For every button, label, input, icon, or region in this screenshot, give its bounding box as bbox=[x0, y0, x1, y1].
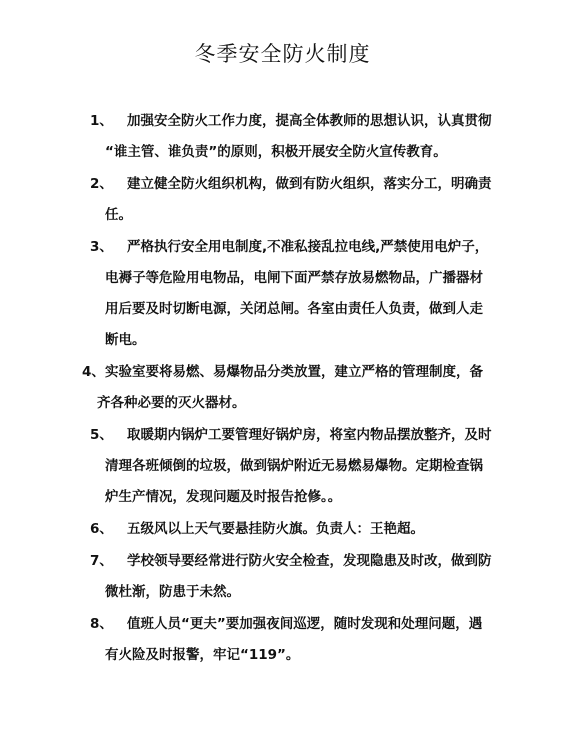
document-title: 冬季安全防火制度 bbox=[194, 42, 371, 66]
item-8-number: 8、 bbox=[90, 616, 113, 632]
item-3-number: 3、 bbox=[90, 239, 113, 255]
item-5-line-2: 清理各班倾倒的垃圾，做到锅炉附近无易燃易爆物。定期检查锅 bbox=[105, 458, 483, 474]
item-1-line-1: 加强安全防火工作力度，提高全体教师的思想认识，认真贯彻 bbox=[127, 113, 492, 129]
item-2-line-1: 建立健全防火组织机构，做到有防火组织，落实分工，明确责 bbox=[127, 176, 492, 192]
item-6-line-1: 五级风以上天气要悬挂防火旗。负责人：王艳超。 bbox=[127, 521, 424, 537]
item-1-line-2: “谁主管、谁负责”的原则，积极开展安全防火宣传教育。 bbox=[105, 144, 447, 160]
item-8-line-1: 值班人员“更夫”要加强夜间巡逻，随时发现和处理问题，遇 bbox=[127, 616, 483, 632]
item-3-line-1: 严格执行安全用电制度,不准私接乱拉电线,严禁使用电炉子， bbox=[127, 239, 489, 255]
item-3-line-3: 用后要及时切断电源，关闭总闸。各室由责任人负责，做到人走 bbox=[105, 301, 483, 317]
item-4-line-1: 实验室要将易燃、易爆物品分类放置，建立严格的管理制度，备 bbox=[105, 364, 483, 380]
item-7-number: 7、 bbox=[90, 553, 113, 569]
item-7-line-2: 微杜渐，防患于未然。 bbox=[105, 584, 240, 600]
item-8-line-2: 有火险及时报警，牢记“119”。 bbox=[105, 647, 300, 663]
item-3-line-4: 断电。 bbox=[105, 332, 146, 348]
item-2-number: 2、 bbox=[90, 176, 113, 192]
item-5-number: 5、 bbox=[90, 427, 113, 443]
item-2-line-2: 任。 bbox=[105, 207, 132, 223]
item-4-line-2: 齐各种必要的灭火器材。 bbox=[97, 395, 246, 411]
item-1-number: 1、 bbox=[90, 113, 113, 129]
item-5-line-1: 取暖期内锅炉工要管理好锅炉房，将室内物品摆放整齐，及时 bbox=[127, 427, 492, 443]
item-4-number: 4、 bbox=[82, 364, 105, 380]
item-3-line-2: 电褥子等危险用电物品，电闸下面严禁存放易燃物品，广播器材 bbox=[105, 270, 483, 286]
item-6-number: 6、 bbox=[90, 521, 113, 537]
item-5-line-3: 炉生产情况，发现问题及时报告抢修。。 bbox=[105, 489, 342, 505]
item-7-line-1: 学校领导要经常进行防火安全检查，发现隐患及时改，做到防 bbox=[127, 553, 492, 569]
